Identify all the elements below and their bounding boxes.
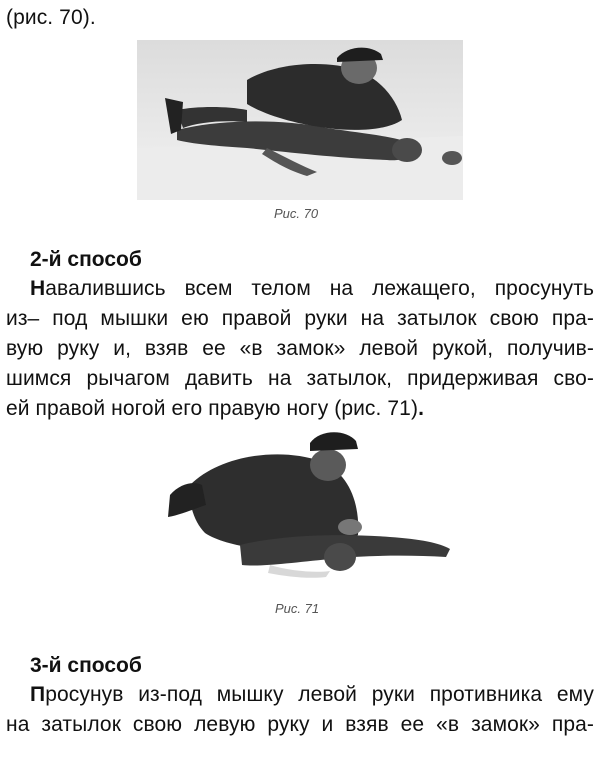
figure-71 bbox=[150, 425, 470, 625]
method-2-line-5-text: ей правой ногой его правую ногу (рис. 71) bbox=[6, 397, 419, 420]
method-3-line-1-text: росунув из-под мышку левой руки противника ему bbox=[45, 683, 594, 706]
method-2-heading: 2-й способ bbox=[30, 248, 142, 271]
method-2-line-2: из– под мышки ею правой руки на затылок свою пра- bbox=[6, 307, 594, 330]
method-2-line-5-end: . bbox=[418, 397, 424, 420]
method-3-dropcap: П bbox=[30, 683, 46, 706]
method-2-line-4: шимся рычагом давить на затылок, придерживая сво- bbox=[6, 367, 594, 390]
figure-71-photo bbox=[150, 425, 470, 595]
figure-71-caption: Рис. 71 bbox=[275, 601, 320, 616]
method-2-line-3: вую руку и, взяв ее «в замок» левой рукой, получив- bbox=[6, 337, 594, 360]
figure-70-photo bbox=[137, 40, 463, 230]
method-2-line-5 bbox=[6, 395, 594, 423]
figure-70 bbox=[137, 40, 463, 230]
method-3-heading: 3-й способ bbox=[30, 654, 142, 677]
figure-70-caption: Рис. 70 bbox=[274, 206, 319, 221]
method-2-line-1-text: авалившись всем телом на лежащего, просунуть bbox=[45, 277, 594, 300]
text-line-fig70-reference: (рис. 70). bbox=[6, 6, 96, 29]
method-2-dropcap: Н bbox=[30, 277, 46, 300]
method-3-line-2: на затылок свою левую руку и взяв ее «в замок» пра- bbox=[6, 713, 594, 736]
method-3-line-1 bbox=[30, 681, 594, 709]
method-2-line-1 bbox=[30, 275, 594, 303]
